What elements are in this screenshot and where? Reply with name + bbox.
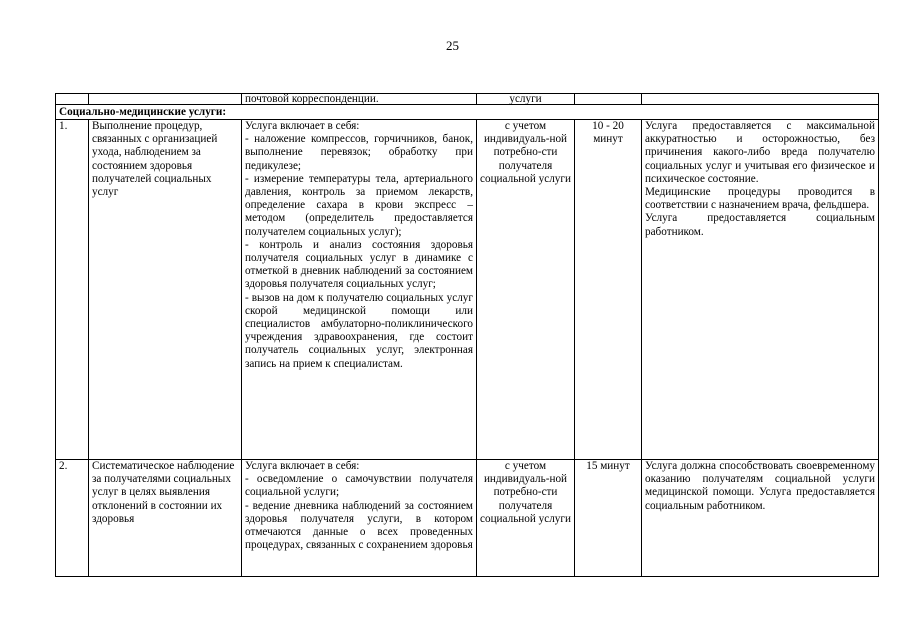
services-table xyxy=(55,93,879,577)
description-line: - ведение дневника наблюдений за состоянием здоровья получателя услуги, в котором отмечаются данные о всех проведенных процедурах, связанных с сохранением здоровья xyxy=(245,499,473,552)
service-name: Систематическое наблюдение за получателями социальных услуг в целях выявления отклонений в состоянии их здоровья xyxy=(89,460,242,577)
service-time: 15 минут xyxy=(575,460,642,577)
service-notes xyxy=(642,120,879,460)
description-line: - наложение компрессов, горчичников, банок, выполнение перевязок; обработку при педикулезе; xyxy=(245,133,473,172)
description-line: - контроль и анализ состояния здоровья получателя социальных услуг в динамике с отметкой в дневник наблюдений за состоянием здоровья получателя социальных услуг; xyxy=(245,238,473,291)
notes-line: Услуга должна способствовать своевременному оказанию получателям социальной услуги медицинской помощи. Услуга предоставляется социальным работником. xyxy=(645,460,875,512)
continuation-notes-cell xyxy=(642,94,879,105)
service-time: 10 - 20 минут xyxy=(575,120,642,460)
continuation-row xyxy=(56,94,879,105)
continuation-num-cell xyxy=(56,94,89,105)
notes-line: Услуга предоставляется с максимальной аккуратностью и осторожностью, без причинения какого-либо вреда получателю социальных услуг и учитывая его физическое и психическое состояние. xyxy=(645,120,875,185)
table-row xyxy=(56,120,879,460)
table-row xyxy=(56,460,879,577)
continuation-conditions-cell: услуги xyxy=(477,94,575,105)
continuation-description-cell: почтовой корреспонденции. xyxy=(242,94,477,105)
continuation-name-cell xyxy=(89,94,242,105)
page-number: 25 xyxy=(446,38,459,53)
notes-line: Услуга предоставляется социальным работником. xyxy=(645,212,875,238)
section-title: Социально-медицинские услуги: xyxy=(56,105,879,120)
service-conditions: с учетом индивидуаль-ной потребно-сти получателя социальной услуги xyxy=(477,460,575,577)
description-line: - вызов на дом к получателю социальных услуг скорой медицинской помощи или специалистов амбулаторно-поликлинического учреждения здравоохранения, где состоит получатель социальных услуг, электронная запись на прием к специалистам. xyxy=(245,291,473,370)
notes-line: Медицинские процедуры проводится в соответствии с назначением врача, фельдшера. xyxy=(645,186,875,212)
continuation-time-cell xyxy=(575,94,642,105)
description-line: - измерение температуры тела, артериального давления, контроль за приемом лекарств, определение сахара в крови экспресс – методом (определитель предоставляется получателем социальных услуг); xyxy=(245,172,473,238)
service-description xyxy=(242,120,477,460)
service-notes xyxy=(642,460,879,577)
section-header-row xyxy=(56,105,879,120)
service-name: Выполнение процедур, связанных с организацией ухода, наблюдением за состоянием здоровья получателей социальных услуг xyxy=(89,120,242,460)
service-description xyxy=(242,460,477,577)
row-number: 2. xyxy=(56,460,89,577)
service-conditions: с учетом индивидуаль-ной потребно-сти получателя социальной услуги xyxy=(477,120,575,460)
description-line: Услуга включает в себя: xyxy=(245,460,360,472)
row-number: 1. xyxy=(56,120,89,460)
description-line: Услуга включает в себя: xyxy=(245,120,360,132)
description-line: - осведомление о самочувствии получателя социальной услуги; xyxy=(245,473,473,499)
